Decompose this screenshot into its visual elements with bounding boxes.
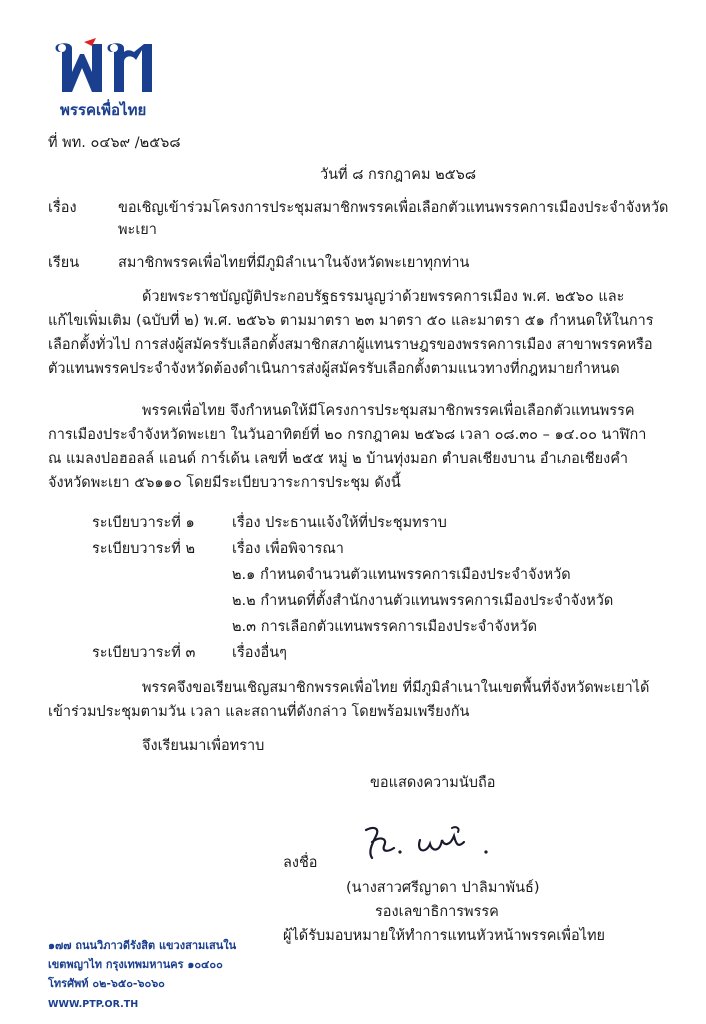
footer-phone: โทรศัพท์ ๐๒-๖๕๐-๖๐๖๐ bbox=[48, 977, 165, 990]
paragraph-1-line: ด้วยพระราชบัญญัติประกอบรัฐธรรมนูญว่าด้วยพรรคการเมือง พ.ศ. ๒๕๖๐ และ bbox=[142, 289, 625, 305]
paragraph-1-line: ตัวแทนพรรคประจำจังหวัดต้องดำเนินการส่งผู้สมัครรับเลือกตั้งตามแนวทางที่กฎหมายกำหนด bbox=[48, 361, 620, 377]
agenda-2-label: ระเบียบวาระที่ ๒ bbox=[92, 541, 196, 557]
paragraph-3-line: พรรคจึงขอเรียนเชิญสมาชิกพรรคเพื่อไทย ที่มีภูมิลำเนาในเขตพื้นที่จังหวัดพะเยาได้ bbox=[142, 680, 650, 696]
agenda-2-text: เรื่อง เพื่อพิจารณา bbox=[232, 541, 344, 557]
paragraph-2-line: ณ แมลงปอฮอลล์ แอนด์ การ์เด้น เลขที่ ๒๕๕ หมู่ ๒ บ้านทุ่งมอก ตำบลเชียงบาน อำเภอเชียงคำ bbox=[48, 451, 629, 467]
paragraph-2-line: การเมืองประจำจังหวัดพะเยา ในวันอาทิตย์ที่ ๒๐ กรกฎาคม ๒๕๖๘ เวลา ๐๘.๓๐ – ๑๔.๐๐ นาฬิกา bbox=[48, 427, 647, 443]
agenda-2-sub-2: ๒.๒ กำหนดที่ตั้งสำนักงานตัวแทนพรรคการเมืองประจำจังหวัด bbox=[232, 593, 614, 609]
subject-line-2: พะเยา bbox=[118, 222, 157, 238]
agenda-2-sub-1: ๒.๑ กำหนดจำนวนตัวแทนพรรคการเมืองประจำจังหวัด bbox=[232, 567, 571, 583]
footer-website-link[interactable]: WWW.PTP.OR.TH bbox=[48, 999, 139, 1010]
paragraph-1-line: เลือกตั้งทั่วไป การส่งผู้สมัครรับเลือกตั้งสมาชิกสภาผู้แทนราษฎรของพรรคการเมือง สาขาพรรคหรือ bbox=[48, 337, 653, 353]
signatory-authority: ผู้ได้รับมอบหมายให้ทำการแทนหัวหน้าพรรคเพื่อไทย bbox=[283, 928, 606, 944]
paragraph-3-line: เข้าร่วมประชุมตามวัน เวลา และสถานที่ดังกล่าว โดยพร้อมเพรียงกัน bbox=[48, 704, 470, 720]
paragraph-2-line: พรรคเพื่อไทย จึงกำหนดให้มีโครงการประชุมสมาชิกพรรคเพื่อเลือกตัวแทนพรรค bbox=[142, 403, 635, 419]
handwritten-signature bbox=[360, 822, 500, 866]
closing-text: จึงเรียนมาเพื่อทราบ bbox=[142, 738, 265, 754]
recipient-label: เรียน bbox=[48, 255, 80, 271]
paragraph-2-line: จังหวัดพะเยา ๕๖๑๑๐ โดยมีระเบียบวาระการประชุม ดังนี้ bbox=[48, 475, 401, 491]
signatory-name: (นางสาวศรีญาดา ปาลิมาพันธ์) bbox=[346, 880, 540, 896]
subject-line-1: ขอเชิญเข้าร่วมโครงการประชุมสมาชิกพรรคเพื่อเลือกตัวแทนพรรคการเมืองประจำจังหวัด bbox=[118, 200, 669, 216]
document-date: วันที่ ๘ กรกฎาคม ๒๕๖๘ bbox=[320, 167, 477, 183]
regards-text: ขอแสดงความนับถือ bbox=[370, 775, 496, 791]
recipient-text: สมาชิกพรรคเพื่อไทยที่มีภูมิลำเนาในจังหวัดพะเยาทุกท่าน bbox=[118, 255, 470, 271]
agenda-2-sub-3: ๒.๓ การเลือกตัวแทนพรรคการเมืองประจำจังหวัด bbox=[232, 619, 538, 635]
footer-address-1: ๑๗๗ ถนนวิภาวดีรังสิต แขวงสามเสนใน bbox=[48, 939, 237, 952]
sign-label: ลงชื่อ bbox=[283, 855, 318, 871]
agenda-3-label: ระเบียบวาระที่ ๓ bbox=[92, 645, 196, 661]
agenda-1-label: ระเบียบวาระที่ ๑ bbox=[92, 515, 195, 531]
party-name-logo: พรรคเพื่อไทย bbox=[60, 101, 147, 119]
party-logo-icon bbox=[52, 38, 172, 100]
agenda-3-text: เรื่องอื่นๆ bbox=[232, 645, 287, 661]
agenda-1-text: เรื่อง ประธานแจ้งให้ที่ประชุมทราบ bbox=[232, 515, 447, 531]
signatory-position: รองเลขาธิการพรรค bbox=[375, 904, 499, 920]
footer-address-2: เขตพญาไท กรุงเทพมหานคร ๑๐๔๐๐ bbox=[48, 958, 223, 971]
document-number: ที่ พท. ๐๔๖๙ /๒๕๖๘ bbox=[48, 135, 181, 151]
paragraph-1-line: แก้ไขเพิ่มเติม (ฉบับที่ ๒) พ.ศ. ๒๕๖๖ ตามมาตรา ๒๓ มาตรา ๕๐ และมาตรา ๕๑ กำหนดให้ในการ bbox=[48, 313, 654, 329]
subject-label: เรื่อง bbox=[48, 200, 77, 216]
